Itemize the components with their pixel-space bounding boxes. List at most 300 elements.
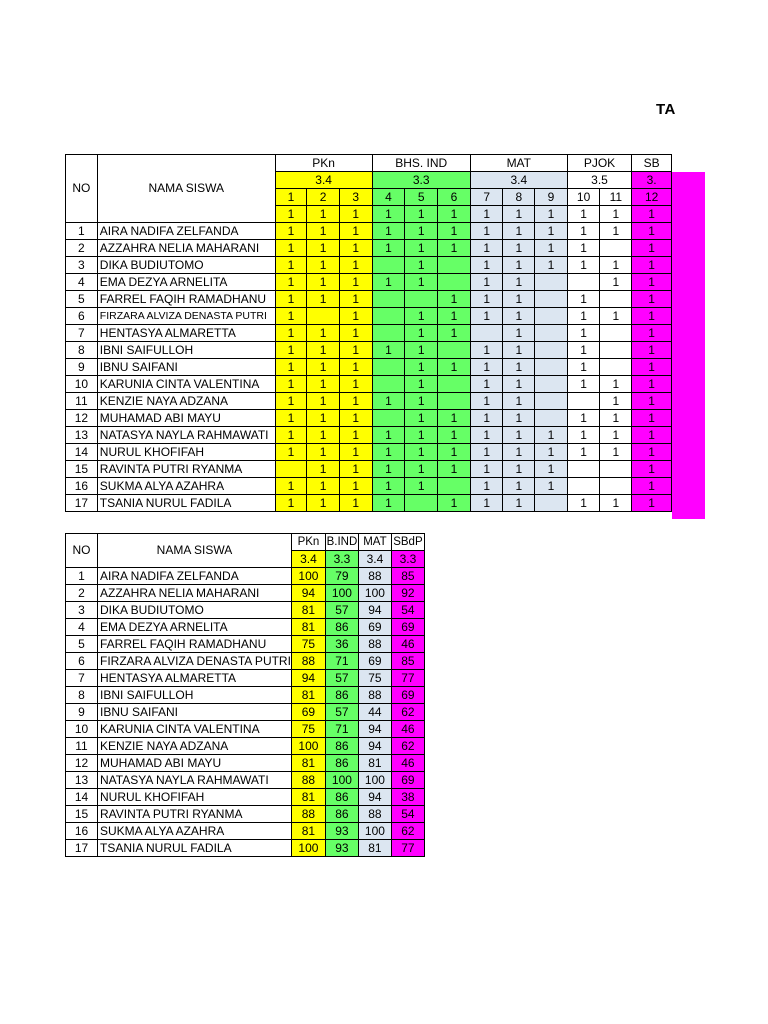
score-value: 88 (291, 806, 325, 823)
student-name: AZZAHRA NELIA MAHARANI (97, 240, 275, 257)
row-number: 3 (66, 602, 98, 619)
student-name: SUKMA ALYA AZAHRA (98, 823, 292, 840)
indicator-value: 1 (632, 223, 672, 240)
subject-header: SBdP (391, 534, 424, 551)
row-number: 7 (66, 325, 98, 342)
student-name: FARREL FAQIH RAMADHANU (97, 291, 275, 308)
indicator-value: 1 (632, 257, 672, 274)
kd-header: 3.3 (391, 551, 424, 568)
indicator-value: 1 (470, 223, 503, 240)
indicator-value: 1 (567, 257, 600, 274)
indicator-value: 1 (535, 223, 568, 240)
indicator-value: 1 (307, 478, 340, 495)
table-row (66, 308, 672, 325)
score-value: 77 (391, 840, 424, 857)
subject-header: MAT (470, 155, 567, 172)
student-name: RAVINTA PUTRI RYANMA (98, 806, 292, 823)
indicator-value: 1 (535, 427, 568, 444)
indicator-value: 1 (600, 308, 632, 325)
indicator-value: 1 (405, 308, 438, 325)
indicator-value (372, 257, 405, 274)
indicator-value (372, 291, 405, 308)
indicator-value: 1 (470, 427, 503, 444)
row-number: 11 (66, 738, 98, 755)
score-value: 46 (391, 721, 424, 738)
score-value: 46 (391, 755, 424, 772)
indicator-value (405, 291, 438, 308)
indicator-value: 1 (632, 461, 672, 478)
table-row (66, 806, 425, 823)
table-row (66, 240, 672, 257)
indicator-value: 1 (503, 325, 535, 342)
indicator-value (535, 325, 568, 342)
indicator-value: 1 (275, 393, 307, 410)
indicator-value (535, 359, 568, 376)
indicator-value (600, 325, 632, 342)
score-value: 69 (358, 619, 391, 636)
table-row (66, 495, 672, 512)
no-header: NO (66, 534, 98, 568)
indicator-value (535, 342, 568, 359)
row-number: 17 (66, 840, 98, 857)
table-row (66, 376, 672, 393)
student-name: SUKMA ALYA AZAHRA (97, 478, 275, 495)
table-row (66, 704, 425, 721)
student-name: TSANIA NURUL FADILA (98, 840, 292, 857)
indicator-value: 1 (275, 274, 307, 291)
table-row (66, 478, 672, 495)
score-value: 38 (391, 789, 424, 806)
student-name: MUHAMAD ABI MAYU (97, 410, 275, 427)
row-number: 13 (66, 772, 98, 789)
indicator-number: 11 (600, 189, 632, 206)
indicator-value: 1 (535, 444, 568, 461)
score-value: 81 (291, 755, 325, 772)
indicator-value: 1 (632, 240, 672, 257)
indicator-value: 1 (339, 478, 372, 495)
kd-header: 3.3 (325, 551, 358, 568)
indicator-value: 1 (307, 444, 340, 461)
student-name: FARREL FAQIH RAMADHANU (98, 636, 292, 653)
indicator-value: 1 (503, 444, 535, 461)
subject-header: PJOK (567, 155, 632, 172)
table-row (66, 223, 672, 240)
sheet-title: TA (656, 101, 676, 118)
row-number: 10 (66, 376, 98, 393)
row-number: 6 (66, 653, 98, 670)
score-value: 93 (325, 823, 358, 840)
indicator-value: 1 (405, 478, 438, 495)
indicator-value: 1 (632, 376, 672, 393)
indicator-value (600, 240, 632, 257)
score-value: 81 (291, 687, 325, 704)
table-row (66, 619, 425, 636)
student-name: IBNI SAIFULLOH (98, 687, 292, 704)
score-value: 85 (391, 568, 424, 585)
indicator-value: 1 (339, 274, 372, 291)
score-value: 54 (391, 602, 424, 619)
indicator-value: 1 (470, 444, 503, 461)
indicator-value: 1 (632, 359, 672, 376)
student-name: HENTASYA ALMARETTA (97, 325, 275, 342)
indicator-max: 1 (503, 206, 535, 223)
indicator-value: 1 (535, 478, 568, 495)
indicator-value: 1 (405, 376, 438, 393)
indicator-value: 1 (307, 257, 340, 274)
row-number: 5 (66, 291, 98, 308)
indicator-value: 1 (600, 274, 632, 291)
indicator-value (275, 461, 307, 478)
score-value: 94 (358, 738, 391, 755)
kd-header: 3.3 (372, 172, 470, 189)
indicator-value: 1 (470, 274, 503, 291)
student-name: HENTASYA ALMARETTA (98, 670, 292, 687)
row-number: 2 (66, 240, 98, 257)
table1-subject-row (66, 155, 672, 172)
indicator-value: 1 (567, 410, 600, 427)
table-row (66, 636, 425, 653)
row-number: 8 (66, 342, 98, 359)
indicator-value: 1 (339, 325, 372, 342)
indicator-value: 1 (372, 393, 405, 410)
subject-header: PKn (291, 534, 325, 551)
indicator-number: 6 (438, 189, 471, 206)
score-value: 100 (291, 738, 325, 755)
row-number: 15 (66, 806, 98, 823)
table-row (66, 670, 425, 687)
student-name: DIKA BUDIUTOMO (98, 602, 292, 619)
student-name: NATASYA NAYLA RAHMAWATI (97, 427, 275, 444)
indicator-value: 1 (503, 274, 535, 291)
student-name: AIRA NADIFA ZELFANDA (97, 223, 275, 240)
indicator-value: 1 (372, 461, 405, 478)
indicator-value: 1 (339, 240, 372, 257)
indicator-max: 1 (405, 206, 438, 223)
row-number: 12 (66, 410, 98, 427)
score-value: 86 (325, 806, 358, 823)
row-number: 10 (66, 721, 98, 738)
row-number: 15 (66, 461, 98, 478)
score-value: 81 (291, 789, 325, 806)
score-value: 88 (291, 653, 325, 670)
indicator-value: 1 (503, 359, 535, 376)
student-name: NURUL KHOFIFAH (98, 789, 292, 806)
score-value: 100 (325, 585, 358, 602)
student-name: EMA DEZYA ARNELITA (97, 274, 275, 291)
indicator-value (535, 274, 568, 291)
table2-subject-row (66, 534, 425, 551)
indicator-value: 1 (567, 427, 600, 444)
indicator-value: 1 (470, 342, 503, 359)
indicator-value: 1 (470, 495, 503, 512)
indicator-value: 1 (503, 478, 535, 495)
indicator-value (372, 325, 405, 342)
indicator-value: 1 (438, 325, 471, 342)
indicator-value: 1 (339, 461, 372, 478)
indicator-value: 1 (632, 410, 672, 427)
score-value: 36 (325, 636, 358, 653)
score-value: 86 (325, 738, 358, 755)
indicator-value: 1 (275, 308, 307, 325)
table-row (66, 444, 672, 461)
indicator-value: 1 (470, 478, 503, 495)
indicator-value: 1 (405, 325, 438, 342)
indicator-value: 1 (470, 393, 503, 410)
row-number: 6 (66, 308, 98, 325)
table-row (66, 461, 672, 478)
indicator-value: 1 (600, 223, 632, 240)
student-name: NURUL KHOFIFAH (97, 444, 275, 461)
indicator-value: 1 (275, 325, 307, 342)
row-number: 16 (66, 478, 98, 495)
indicator-value: 1 (405, 274, 438, 291)
table-row (66, 359, 672, 376)
student-name: TSANIA NURUL FADILA (97, 495, 275, 512)
indicator-value: 1 (372, 478, 405, 495)
score-value: 81 (358, 755, 391, 772)
row-number: 8 (66, 687, 98, 704)
row-number: 17 (66, 495, 98, 512)
score-value: 85 (391, 653, 424, 670)
indicator-value: 1 (438, 410, 471, 427)
indicator-value: 1 (307, 223, 340, 240)
indicator-value: 1 (438, 240, 471, 257)
indicator-value: 1 (372, 223, 405, 240)
subject-header: MAT (358, 534, 391, 551)
indicator-value (438, 274, 471, 291)
indicator-value: 1 (567, 444, 600, 461)
indicator-value: 1 (600, 444, 632, 461)
table-row (66, 291, 672, 308)
indicator-value: 1 (307, 427, 340, 444)
name-header: NAMA SISWA (98, 534, 292, 568)
indicator-value: 1 (600, 393, 632, 410)
row-number: 1 (66, 223, 98, 240)
indicator-value (307, 308, 340, 325)
indicator-value (600, 291, 632, 308)
score-value: 86 (325, 789, 358, 806)
score-value: 57 (325, 602, 358, 619)
row-number: 13 (66, 427, 98, 444)
indicator-value (438, 393, 471, 410)
indicator-value: 1 (567, 342, 600, 359)
indicator-value: 1 (600, 427, 632, 444)
indicator-value: 1 (307, 240, 340, 257)
indicator-value: 1 (567, 240, 600, 257)
row-number: 9 (66, 359, 98, 376)
indicator-value: 1 (438, 291, 471, 308)
indicator-value (535, 393, 568, 410)
table-row (66, 840, 425, 857)
indicator-max: 1 (600, 206, 632, 223)
indicator-value: 1 (275, 291, 307, 308)
indicator-max: 1 (535, 206, 568, 223)
indicator-value: 1 (535, 240, 568, 257)
indicator-number: 8 (503, 189, 535, 206)
score-value: 86 (325, 619, 358, 636)
indicator-number: 12 (632, 189, 672, 206)
score-value: 69 (291, 704, 325, 721)
indicator-value: 1 (503, 308, 535, 325)
table-row (66, 568, 425, 585)
indicator-value: 1 (503, 257, 535, 274)
indicator-value (567, 274, 600, 291)
indicator-value: 1 (275, 495, 307, 512)
subject-header: B.IND (325, 534, 358, 551)
indicator-value: 1 (275, 342, 307, 359)
score-value: 79 (325, 568, 358, 585)
indicator-value: 1 (405, 410, 438, 427)
student-name: DIKA BUDIUTOMO (97, 257, 275, 274)
score-value: 69 (358, 653, 391, 670)
student-name: FIRZARA ALVIZA DENASTA PUTRI (97, 308, 275, 325)
indicator-value: 1 (503, 393, 535, 410)
indicator-value: 1 (372, 444, 405, 461)
indicator-value: 1 (503, 410, 535, 427)
indicator-value (535, 410, 568, 427)
indicator-value (535, 376, 568, 393)
indicator-number: 1 (275, 189, 307, 206)
indicator-value: 1 (470, 308, 503, 325)
kd-header: 3.5 (567, 172, 632, 189)
indicator-value: 1 (503, 376, 535, 393)
indicator-value: 1 (307, 495, 340, 512)
score-value: 81 (291, 823, 325, 840)
indicator-value: 1 (567, 325, 600, 342)
indicator-value: 1 (339, 427, 372, 444)
indicator-max: 1 (632, 206, 672, 223)
indicator-value: 1 (503, 223, 535, 240)
indicator-value (567, 393, 600, 410)
score-value: 81 (291, 602, 325, 619)
kd-header: 3. (632, 172, 672, 189)
score-value: 57 (325, 704, 358, 721)
score-value: 69 (391, 687, 424, 704)
indicator-value: 1 (275, 376, 307, 393)
indicator-max: 1 (567, 206, 600, 223)
score-value: 77 (391, 670, 424, 687)
score-value: 94 (358, 721, 391, 738)
indicator-value: 1 (470, 376, 503, 393)
table-row (66, 721, 425, 738)
indicator-value (600, 478, 632, 495)
indicator-value: 1 (438, 495, 471, 512)
student-name: AIRA NADIFA ZELFANDA (98, 568, 292, 585)
student-name: FIRZARA ALVIZA DENASTA PUTRI (98, 653, 292, 670)
row-number: 4 (66, 619, 98, 636)
indicator-value (535, 308, 568, 325)
indicator-value: 1 (275, 359, 307, 376)
score-value: 54 (391, 806, 424, 823)
score-value: 81 (291, 619, 325, 636)
indicator-value: 1 (535, 257, 568, 274)
indicator-number: 2 (307, 189, 340, 206)
score-value: 88 (358, 636, 391, 653)
indicator-value (438, 376, 471, 393)
indicator-value: 1 (632, 444, 672, 461)
indicator-value (535, 495, 568, 512)
table-row (66, 325, 672, 342)
indicator-value (438, 478, 471, 495)
indicator-value: 1 (470, 410, 503, 427)
score-value: 88 (358, 568, 391, 585)
indicator-value (372, 376, 405, 393)
indicator-value (438, 342, 471, 359)
indicator-value: 1 (405, 427, 438, 444)
indicator-value: 1 (405, 393, 438, 410)
score-value: 94 (291, 670, 325, 687)
indicator-value: 1 (632, 495, 672, 512)
indicator-value: 1 (632, 308, 672, 325)
score-value: 100 (358, 823, 391, 840)
indicator-value: 1 (339, 393, 372, 410)
indicator-table (65, 154, 672, 512)
indicator-number: 3 (339, 189, 372, 206)
indicator-value: 1 (339, 342, 372, 359)
indicator-value (438, 257, 471, 274)
indicator-value (567, 461, 600, 478)
indicator-value (372, 359, 405, 376)
table-row (66, 410, 672, 427)
indicator-value: 1 (405, 359, 438, 376)
indicator-value: 1 (405, 444, 438, 461)
indicator-value: 1 (632, 342, 672, 359)
score-value: 62 (391, 704, 424, 721)
score-value: 44 (358, 704, 391, 721)
score-value: 100 (291, 840, 325, 857)
indicator-value: 1 (339, 444, 372, 461)
row-number: 7 (66, 670, 98, 687)
score-value: 94 (291, 585, 325, 602)
table-row (66, 687, 425, 704)
student-name: EMA DEZYA ARNELITA (98, 619, 292, 636)
indicator-value: 1 (307, 461, 340, 478)
score-value: 88 (358, 806, 391, 823)
indicator-value: 1 (275, 410, 307, 427)
indicator-value: 1 (307, 376, 340, 393)
indicator-number: 4 (372, 189, 405, 206)
indicator-value: 1 (567, 291, 600, 308)
indicator-max: 1 (438, 206, 471, 223)
score-table (65, 533, 425, 857)
score-value: 69 (391, 772, 424, 789)
student-name: IBNU SAIFANI (98, 704, 292, 721)
indicator-value: 1 (405, 223, 438, 240)
indicator-value: 1 (632, 274, 672, 291)
indicator-value: 1 (372, 495, 405, 512)
indicator-value: 1 (339, 257, 372, 274)
student-name: RAVINTA PUTRI RYANMA (97, 461, 275, 478)
indicator-value: 1 (632, 478, 672, 495)
score-value: 93 (325, 840, 358, 857)
indicator-number: 5 (405, 189, 438, 206)
indicator-value: 1 (275, 240, 307, 257)
indicator-value: 1 (307, 291, 340, 308)
indicator-value: 1 (632, 291, 672, 308)
table-row (66, 772, 425, 789)
table-row (66, 342, 672, 359)
student-name: IBNU SAIFANI (97, 359, 275, 376)
subject-header: PKn (275, 155, 372, 172)
student-name: KARUNIA CINTA VALENTINA (98, 721, 292, 738)
score-value: 75 (358, 670, 391, 687)
indicator-number: 7 (470, 189, 503, 206)
table-row (66, 427, 672, 444)
student-name: KARUNIA CINTA VALENTINA (97, 376, 275, 393)
score-value: 88 (291, 772, 325, 789)
indicator-value (535, 291, 568, 308)
indicator-value: 1 (567, 376, 600, 393)
